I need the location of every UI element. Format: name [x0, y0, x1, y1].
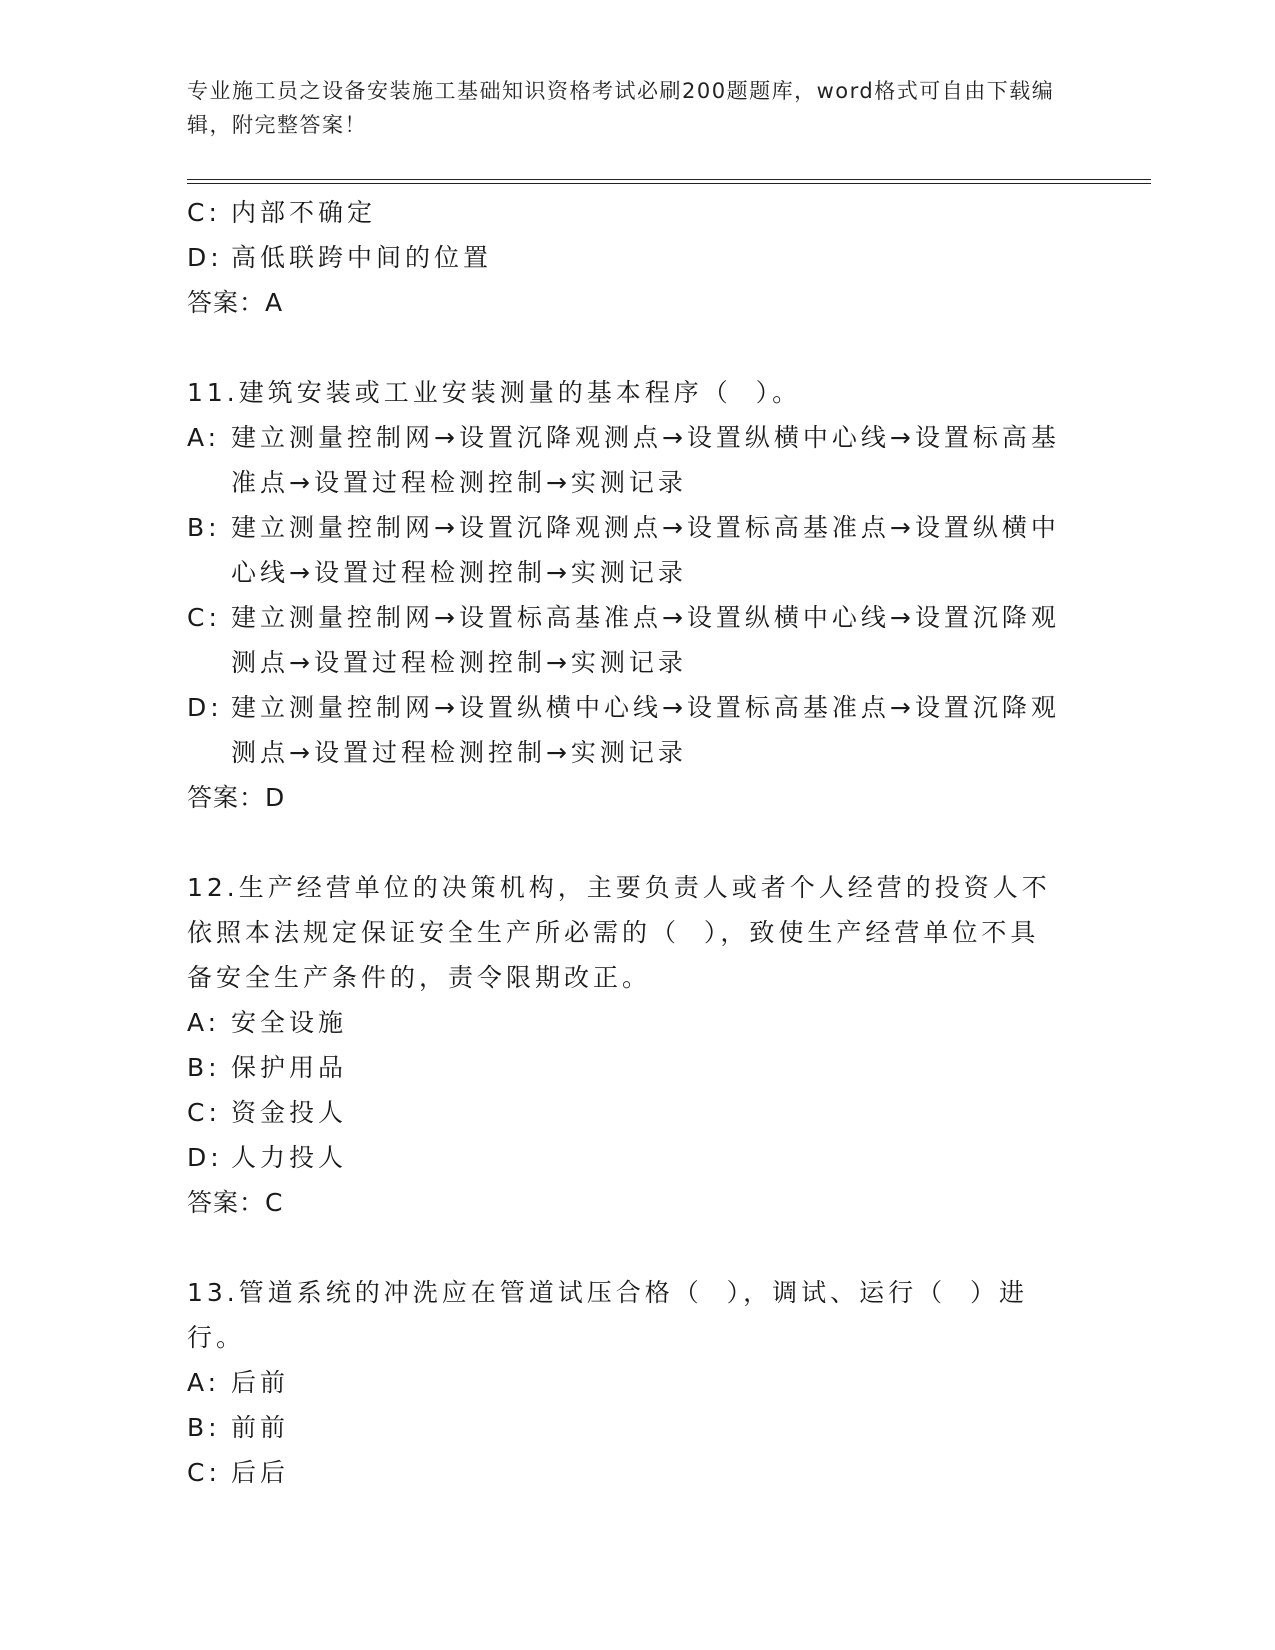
option-text: 建立测量控制网→设置标高基准点→设置纵横中心线→设置沉降观测点→设置过程检测控制→实测记录 [231, 603, 1060, 677]
question-13 [187, 1270, 1067, 1495]
option-text: 后后 [231, 1458, 290, 1487]
option-text: 安全设施 [231, 1008, 348, 1037]
option-text: 建立测量控制网→设置沉降观测点→设置标高基准点→设置纵横中心线→设置过程检测控制→实测记录 [231, 513, 1060, 587]
option-letter: D: [187, 1143, 223, 1172]
option-a [187, 415, 1067, 505]
header-text: 专业施工员之设备安装施工基础知识资格考试必刷200题题库，word格式可自由下载编辑，附完整答案！ [187, 79, 1055, 137]
option-b [187, 1045, 1067, 1090]
answer-label: 答案： [187, 1188, 266, 1217]
option-d [187, 235, 1067, 280]
option-letter: B: [187, 513, 221, 542]
option-a [187, 1360, 1067, 1405]
option-text: 建立测量控制网→设置纵横中心线→设置标高基准点→设置沉降观测点→设置过程检测控制→实测记录 [231, 693, 1060, 767]
spacer [187, 1225, 1067, 1270]
spacer [187, 820, 1067, 865]
header-rule-bottom [187, 183, 1151, 184]
question-11 [187, 370, 1067, 820]
option-b [187, 505, 1067, 595]
answer-label: 答案： [187, 288, 266, 317]
answer-line [187, 775, 1067, 820]
option-text: 前前 [231, 1413, 290, 1442]
question-stem: 13.管道系统的冲洗应在管道试压合格（ ），调试、运行（ ）进行。 [187, 1278, 1029, 1352]
option-letter: C: [187, 198, 221, 227]
option-d [187, 1135, 1067, 1180]
option-text: 人力投人 [231, 1143, 348, 1172]
answer-value: D [265, 783, 287, 812]
option-b [187, 1405, 1067, 1450]
option-letter: A: [187, 1008, 221, 1037]
answer-label: 答案： [187, 783, 266, 812]
header-rule-top [187, 179, 1151, 180]
option-letter: C: [187, 1098, 221, 1127]
option-text: 资金投人 [231, 1098, 348, 1127]
answer-line [187, 280, 1067, 325]
prev-question [187, 190, 1067, 325]
page-header [187, 74, 1067, 142]
question-content [187, 190, 1067, 1495]
option-letter: C: [187, 1458, 221, 1487]
question-stem: 11.建筑安装或工业安装测量的基本程序（ ）。 [187, 378, 802, 407]
option-d [187, 685, 1067, 775]
option-letter: C: [187, 603, 221, 632]
answer-value: C [265, 1188, 285, 1217]
option-a [187, 1000, 1067, 1045]
option-letter: D: [187, 243, 223, 272]
option-letter: B: [187, 1053, 221, 1082]
option-text: 建立测量控制网→设置沉降观测点→设置纵横中心线→设置标高基准点→设置过程检测控制→实测记录 [231, 423, 1060, 497]
option-text: 高低联跨中间的位置 [231, 243, 493, 272]
answer-line [187, 1180, 1067, 1225]
option-c [187, 1450, 1067, 1495]
option-letter: A: [187, 1368, 221, 1397]
spacer [187, 325, 1067, 370]
question-12 [187, 865, 1067, 1225]
option-c [187, 190, 1067, 235]
option-letter: B: [187, 1413, 221, 1442]
option-c [187, 1090, 1067, 1135]
option-text: 内部不确定 [231, 198, 377, 227]
question-stem: 12.生产经营单位的决策机构，主要负责人或者个人经营的投资人不依照本法规定保证安全生产所必需的（ ），致使生产经营单位不具备安全生产条件的，责令限期改正。 [187, 873, 1051, 992]
option-letter: D: [187, 693, 223, 722]
option-text: 保护用品 [231, 1053, 348, 1082]
option-letter: A: [187, 423, 221, 452]
option-text: 后前 [231, 1368, 290, 1397]
answer-value: A [265, 288, 285, 317]
option-c [187, 595, 1067, 685]
